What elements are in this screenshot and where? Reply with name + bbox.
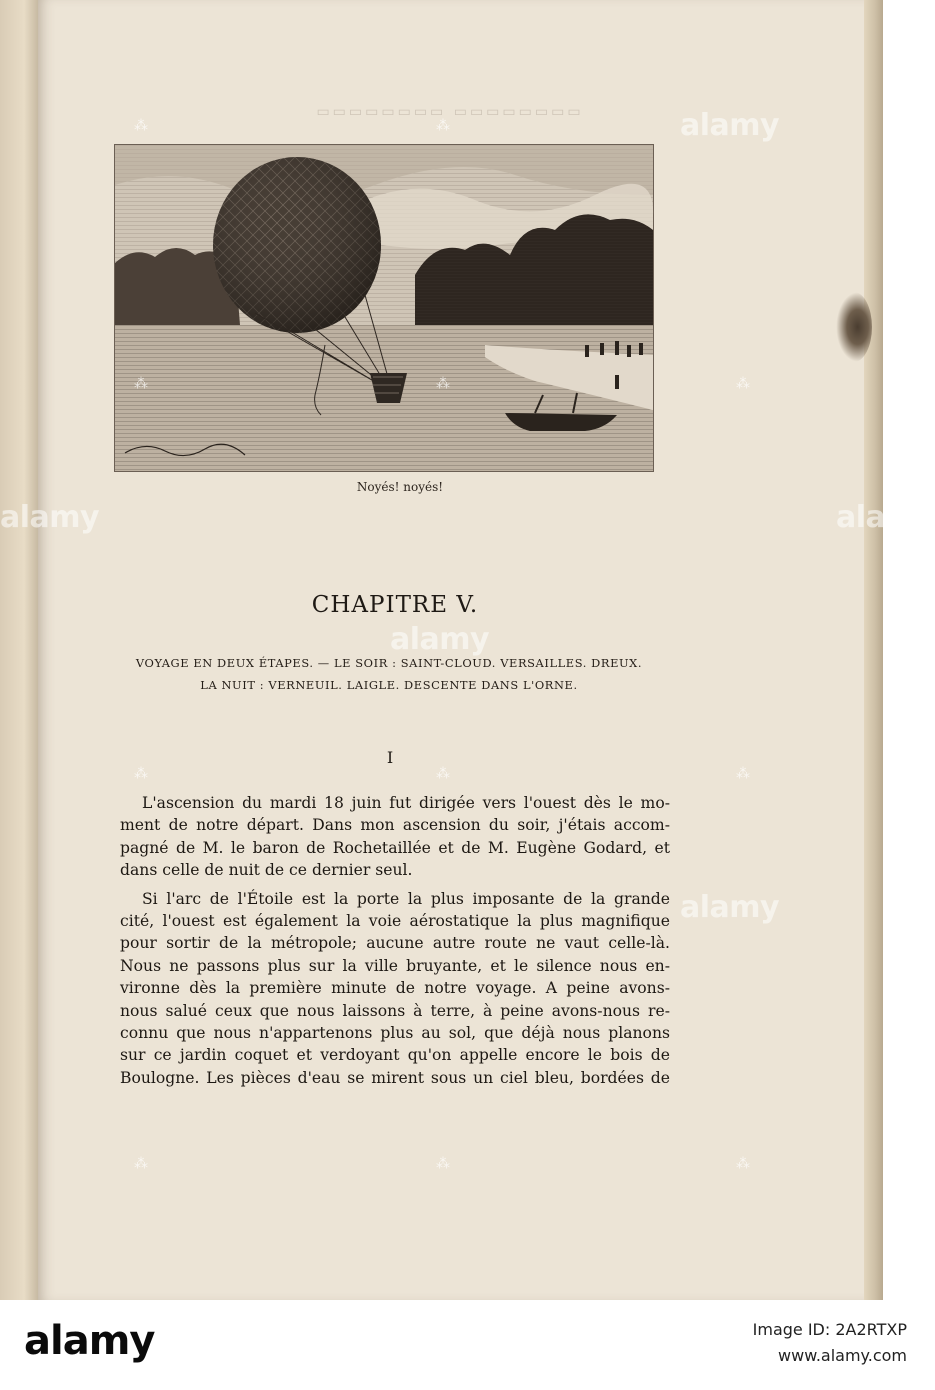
summary-line: VOYAGE EN DEUX ÉTAPES. — LE SOIR : SAINT-CLOUD. VERSAILLES. DREUX. bbox=[135, 656, 643, 670]
brand-logo: alamy bbox=[24, 1318, 155, 1364]
faint-running-head: ▭▭▭▭▭▭▭▭ ▭▭▭▭▭▭▭▭ bbox=[316, 104, 584, 120]
watermark-glyph: ⁂ bbox=[436, 766, 450, 782]
text-line: nous salué ceux que nous laissons à terre, à peine avons-nous re- bbox=[120, 1001, 670, 1020]
body-text bbox=[120, 792, 670, 1089]
watermark-glyph: ⁂ bbox=[134, 766, 148, 782]
watermark-text: alamy bbox=[390, 622, 490, 657]
watermark-glyph: ⁂ bbox=[736, 766, 750, 782]
watermark-text: alamy bbox=[680, 890, 780, 925]
text-line: pagné de M. le baron de Rochetaillée et de M. Eugène Godard, et bbox=[120, 838, 670, 857]
watermark-glyph: ⁂ bbox=[436, 376, 450, 392]
summary-line: LA NUIT : VERNEUIL. LAIGLE. DESCENTE DANS L'ORNE. bbox=[200, 678, 578, 692]
watermark-glyph: ⁂ bbox=[736, 1156, 750, 1172]
chapter-title: CHAPITRE V. bbox=[311, 592, 479, 618]
watermark-glyph: ⁂ bbox=[436, 1156, 450, 1172]
watermark-text: alamy bbox=[836, 500, 935, 535]
site-url: www.alamy.com bbox=[778, 1346, 907, 1365]
text-line: cité, l'ouest est également la voie aérostatique la plus magnifique bbox=[120, 912, 670, 931]
watermark-glyph: ⁂ bbox=[134, 376, 148, 392]
watermark-glyph: ⁂ bbox=[134, 118, 148, 134]
text-line: pour sortir de la métropole; aucune autre route ne vaut celle-là. bbox=[120, 934, 670, 953]
text-line: ment de notre départ. Dans mon ascension du soir, j'étais accom- bbox=[120, 816, 670, 835]
watermark-glyph: ⁂ bbox=[736, 376, 750, 392]
watermark-text: alamy bbox=[0, 500, 100, 535]
watermark-text: alamy bbox=[680, 108, 780, 143]
text-line: Nous ne passons plus sur la ville bruyante, et le silence nous en- bbox=[120, 956, 670, 975]
text-line: vironne dès la première minute de notre voyage. A peine avons- bbox=[120, 979, 670, 998]
balloon-engraving bbox=[114, 144, 654, 472]
text-line: L'ascension du mardi 18 juin fut dirigée vers l'ouest dès le mo- bbox=[142, 794, 670, 812]
right-page-edge bbox=[864, 0, 883, 1300]
section-number: I bbox=[386, 748, 394, 767]
watermark-glyph: ⁂ bbox=[436, 118, 450, 134]
chapter-summary bbox=[116, 652, 662, 696]
text-line: Si l'arc de l'Étoile est la porte la plus imposante de la grande bbox=[142, 889, 670, 908]
text-line: sur ce jardin coquet et verdoyant qu'on appelle encore le bois de bbox=[120, 1046, 670, 1065]
page-stain bbox=[836, 292, 872, 362]
illustration-caption: Noyés! noyés! bbox=[356, 480, 444, 494]
text-line: dans celle de nuit de ce dernier seul. bbox=[120, 861, 413, 880]
image-id: Image ID: 2A2RTXP bbox=[752, 1320, 907, 1339]
engraving-artwork bbox=[115, 145, 653, 471]
text-line: connu que nous n'appartenons plus au sol, que déjà nous planons bbox=[120, 1024, 670, 1043]
text-line: Boulogne. Les pièces d'eau se mirent sous un ciel bleu, bordées de bbox=[120, 1068, 670, 1087]
watermark-glyph: ⁂ bbox=[134, 1156, 148, 1172]
